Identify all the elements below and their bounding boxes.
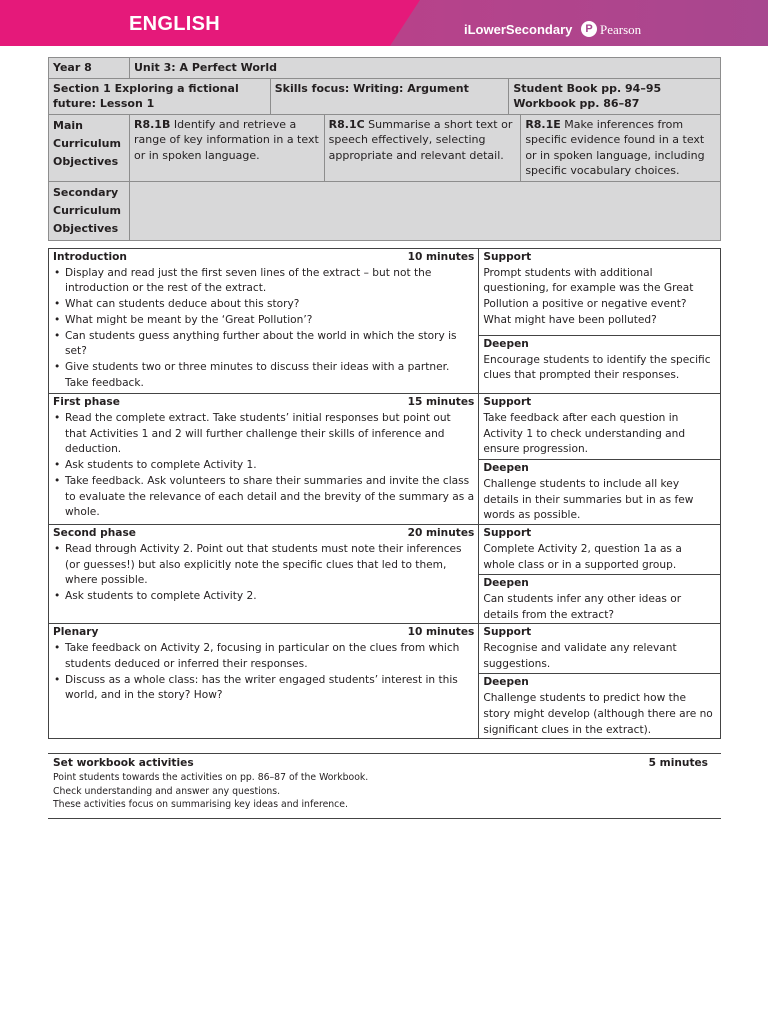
deepen-label: Deepen	[483, 577, 529, 590]
list-item: • Read through Activity 2. Point out that students must note their inferences (or guesses!) but also explicitly note the specific clues that led to them, where possible.	[53, 542, 474, 589]
support-block	[479, 624, 720, 674]
support-label: Support	[483, 626, 532, 639]
secondary-objectives-label: Secondary Curriculum Objectives	[49, 181, 130, 240]
objective-code: R8.1B	[133, 117, 171, 131]
objective-code: R8.1C	[328, 117, 365, 131]
deepen-text: Challenge students to predict how the story might develop (although there are no significant clues in the extract).	[483, 692, 713, 736]
objective-cell	[324, 114, 521, 181]
support-deepen-cell	[479, 624, 721, 739]
support-label: Support	[483, 527, 532, 540]
objective-text: Identify and retrieve a range of key information in a text or in spoken language.	[133, 117, 319, 162]
workbook-line: These activities focus on summarising key ideas and inference.	[53, 799, 348, 810]
workbook-activities-section	[48, 753, 721, 819]
phase-cell	[49, 624, 479, 739]
support-text: Complete Activity 2, question 1a as a whole class or in a supported group.	[483, 543, 682, 571]
deepen-label: Deepen	[483, 338, 529, 350]
list-item: • Ask students to complete Activity 1.	[53, 458, 474, 474]
phase-title: First phase	[53, 396, 120, 409]
main-objectives-label: Main Curriculum Objectives	[49, 114, 130, 181]
workbook-lines	[53, 771, 368, 812]
phase-duration: 10 minutes	[407, 626, 475, 639]
list-item: • Discuss as a whole class: has the writer engaged students’ interest in this world, and in the story? How?	[53, 673, 474, 704]
lesson-plan-table	[48, 248, 721, 739]
workbook-header	[53, 757, 708, 769]
section-cell: Section 1 Exploring a fictional future: Lesson 1	[49, 78, 271, 114]
list-item: • What might be meant by the ‘Great Pollution’?	[53, 313, 474, 329]
phase-title: Introduction	[53, 251, 127, 263]
deepen-block	[479, 575, 720, 623]
objective-text: Summarise a short text or speech effectively, selecting appropriate and relevant detail.	[328, 117, 513, 162]
phase-header	[53, 395, 474, 411]
support-text: Recognise and validate any relevant suggestions.	[483, 642, 677, 670]
list-item: • What can students deduce about this story?	[53, 297, 474, 313]
support-text: Prompt students with additional questioning, for example was the Great Pollution a positive or negative event? What might have been polluted?	[483, 266, 694, 326]
header-banner	[0, 0, 768, 46]
deepen-text: Encourage students to identify the specific clues that prompted their responses.	[483, 353, 711, 382]
phase-header	[53, 526, 474, 542]
objective-code: R8.1E	[525, 117, 561, 131]
deepen-text: Can students infer any other ideas or details from the extract?	[483, 593, 682, 621]
workbook-title: Set workbook activities	[53, 757, 194, 769]
phase-header	[53, 250, 474, 266]
phase-cell	[49, 525, 479, 624]
phase-duration: 10 minutes	[407, 251, 475, 263]
publisher-name: Pearson	[600, 22, 642, 37]
student-book-pages: Student Book pp. 94–95	[513, 81, 662, 95]
workbook-line: Check understanding and answer any questions.	[53, 785, 281, 797]
objective-cell	[129, 114, 324, 181]
unit-cell: Unit 3: A Perfect World	[129, 58, 720, 79]
phase-cell	[49, 394, 479, 525]
subject-title: ENGLISH	[129, 13, 220, 35]
workbook-line: Point students towards the activities on pp. 86–87 of the Workbook.	[53, 772, 369, 783]
phase-cell	[49, 249, 479, 394]
phase-duration: 15 minutes	[407, 396, 475, 409]
support-block	[479, 249, 720, 336]
objective-text: Make inferences from specific evidence found in a text or in spoken language, including specific vocabulary choices.	[525, 117, 705, 177]
list-item: • Take feedback. Ask volunteers to share their summaries and invite the class to evaluate the relevance of each detail and the brevity of the summary as a whole.	[53, 474, 474, 521]
phase-bullets	[53, 641, 474, 704]
support-block	[479, 525, 720, 575]
secondary-objectives-cell	[129, 181, 720, 240]
support-block	[479, 394, 720, 460]
phase-bullets	[53, 542, 474, 605]
phase-row	[49, 525, 721, 624]
lesson-info-table	[48, 57, 721, 241]
phase-bullets	[53, 266, 474, 392]
deepen-label: Deepen	[483, 462, 529, 475]
deepen-block	[479, 674, 720, 738]
support-label: Support	[483, 251, 532, 263]
phase-title: Plenary	[53, 626, 99, 639]
year-cell: Year 8	[49, 58, 130, 79]
skills-focus-cell: Skills focus: Writing: Argument	[270, 78, 509, 114]
workbook-pages: Workbook pp. 86–87	[513, 97, 640, 110]
phase-duration: 20 minutes	[407, 527, 475, 540]
pearson-logo-icon: P	[581, 21, 597, 37]
banner-purple-block	[380, 0, 768, 46]
list-item: • Give students two or three minutes to discuss their ideas with a partner. Take feedback.	[53, 360, 474, 391]
support-label: Support	[483, 396, 532, 409]
deepen-text: Challenge students to include all key details in their summaries but in as few words as possible.	[483, 478, 694, 522]
phase-bullets	[53, 411, 474, 521]
support-text: Take feedback after each question in Activity 1 to check understanding and ensure progression.	[483, 412, 686, 456]
deepen-block	[479, 460, 720, 524]
list-item: • Display and read just the first seven lines of the extract – but not the introduction or the rest of the extract.	[53, 266, 474, 297]
list-item: • Can students guess anything further about the world in which the story is set?	[53, 329, 474, 360]
phase-header	[53, 625, 474, 641]
series-title: iLowerSecondary	[464, 22, 573, 37]
support-deepen-cell	[479, 525, 721, 624]
support-deepen-cell	[479, 249, 721, 394]
list-item: • Ask students to complete Activity 2.	[53, 589, 474, 605]
phase-row	[49, 249, 721, 394]
list-item: • Take feedback on Activity 2, focusing in particular on the clues from which students deduced or inferred their responses.	[53, 641, 474, 672]
workbook-duration: 5 minutes	[648, 757, 708, 769]
phase-row	[49, 624, 721, 739]
book-pages-cell	[509, 78, 721, 114]
deepen-label: Deepen	[483, 676, 529, 689]
objective-cell	[521, 114, 721, 181]
support-deepen-cell	[479, 394, 721, 525]
deepen-block	[479, 336, 720, 384]
list-item: • Read the complete extract. Take students’ initial responses but point out that Activities 1 and 2 will further challenge their skills of inference and deduction.	[53, 411, 474, 458]
phase-title: Second phase	[53, 527, 136, 540]
phase-row	[49, 394, 721, 525]
